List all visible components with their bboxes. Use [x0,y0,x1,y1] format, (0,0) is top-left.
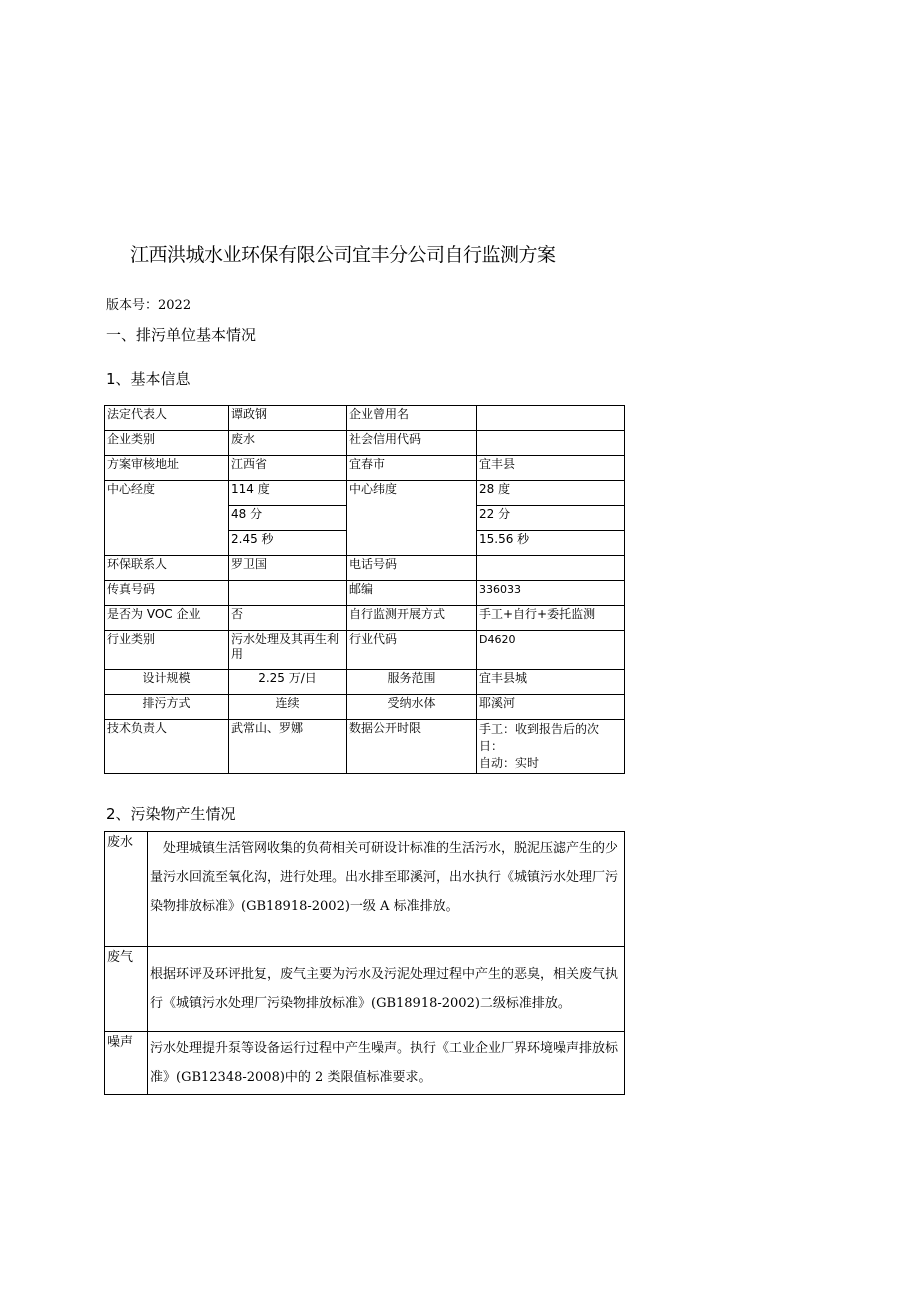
disclosure-auto: 自动：实时 [479,756,540,770]
voc-value: 否 [229,606,347,631]
industry-label: 行业类别 [105,631,229,670]
category-value: 废水 [229,431,347,456]
scale-value: 2.25 万/日 [229,670,347,695]
section-heading-basic-situation: 一、排污单位基本情况 [106,326,257,344]
latitude-seconds: 15.56 秒 [477,531,625,556]
fax-label: 传真号码 [105,581,229,606]
address-label: 方案审核地址 [105,456,229,481]
service-value: 宜丰县城 [477,670,625,695]
version-number: 版本号：2022 [106,298,192,313]
former-name-label: 企业曾用名 [347,406,477,431]
tech-value: 武常山、罗娜 [229,720,347,774]
address-county: 宜丰县 [477,456,625,481]
category-label: 企业类别 [105,431,229,456]
disclosure-value [477,720,625,774]
legal-rep-label: 法定代表人 [105,406,229,431]
monitor-mode-label: 自行监测开展方式 [347,606,477,631]
voc-label: 是否为 VOC 企业 [105,606,229,631]
wastewater-label: 废水 [105,832,148,947]
contact-label: 环保联系人 [105,556,229,581]
contact-value: 罗卫国 [229,556,347,581]
postcode-label: 邮编 [347,581,477,606]
latitude-label: 中心纬度 [347,481,477,556]
section-heading-pollution: 2、污染物产生情况 [106,805,236,823]
disclosure-manual: 手工：收到报告后的次日： [479,722,600,753]
address-city: 宜春市 [347,456,477,481]
postcode-value: 336033 [477,581,625,606]
noise-description: 污水处理提升泵等设备运行过程中产生噪声。执行《工业企业厂界环境噪声排放标准》(GB12348-2008)中的 2 类限值标准要求。 [148,1032,625,1095]
service-label: 服务范围 [347,670,477,695]
basic-info-table [104,405,625,774]
industry-code-label: 行业代码 [347,631,477,670]
disclosure-label: 数据公开时限 [347,720,477,774]
phone-value [477,556,625,581]
receiver-label: 受纳水体 [347,695,477,720]
document-title: 江西洪城水业环保有限公司宜丰分公司自行监测方案 [130,244,556,266]
longitude-minutes: 48 分 [229,506,347,531]
former-name-value [477,406,625,431]
waste-gas-description: 根据环评及环评批复，废气主要为污水及污泥处理过程中产生的恶臭，相关废气执行《城镇污水处理厂污染物排放标准》(GB18918-2002)二级标准排放。 [148,947,625,1032]
discharge-label: 排污方式 [105,695,229,720]
latitude-degrees: 28 度 [477,481,625,506]
wastewater-description: 处理城镇生活管网收集的负荷相关可研设计标准的生活污水，脱泥压滤产生的少量污水回流至氧化沟，进行处理。出水排至耶溪河，出水执行《城镇污水处理厂污染物排放标准》(GB18918-2002)一级 A 标准排放。 [148,832,625,947]
credit-code-value [477,431,625,456]
receiver-value: 耶溪河 [477,695,625,720]
tech-label: 技术负责人 [105,720,229,774]
section-heading-basic-info: 1、基本信息 [106,370,191,388]
longitude-label: 中心经度 [105,481,229,556]
latitude-minutes: 22 分 [477,506,625,531]
industry-value: 污水处理及其再生利用 [229,631,347,670]
legal-rep-value: 谭政钢 [229,406,347,431]
monitor-mode-value: 手工+自行+委托监测 [477,606,625,631]
longitude-seconds: 2.45 秒 [229,531,347,556]
fax-value [229,581,347,606]
pollution-table [104,831,625,1095]
noise-label: 噪声 [105,1032,148,1095]
phone-label: 电话号码 [347,556,477,581]
discharge-value: 连续 [229,695,347,720]
credit-code-label: 社会信用代码 [347,431,477,456]
longitude-degrees: 114 度 [229,481,347,506]
scale-label: 设计规模 [105,670,229,695]
industry-code-value: D4620 [477,631,625,670]
address-province: 江西省 [229,456,347,481]
waste-gas-label: 废气 [105,947,148,1032]
